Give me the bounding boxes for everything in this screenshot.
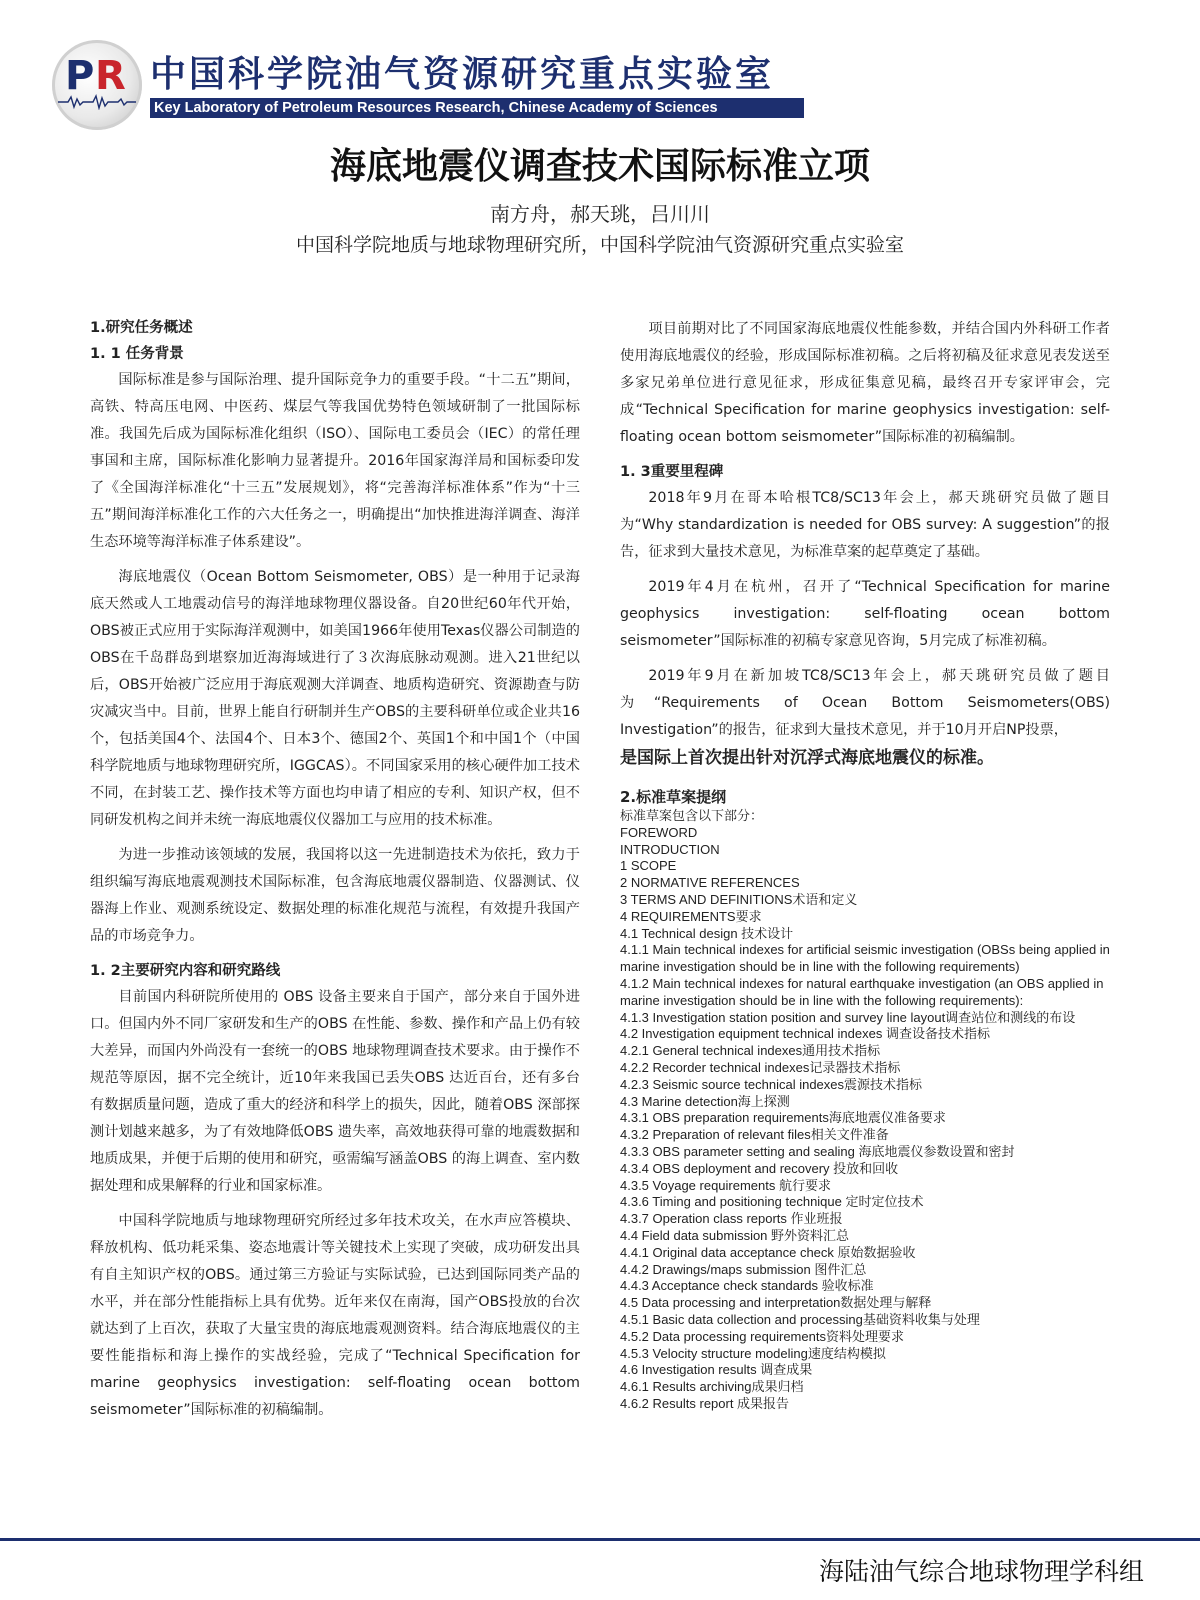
outline-item: 4.6 Investigation results 调查成果 bbox=[620, 1362, 813, 1378]
outline-item: FOREWORD bbox=[620, 824, 698, 840]
section-heading: 1.研究任务概述 bbox=[90, 320, 193, 336]
logo-letter-r: R bbox=[95, 53, 126, 99]
paragraph: 项目前期对比了不同国家海底地震仪性能参数，并结合国内外科研工作者使用海底地震仪的经验，形成国际标准初稿。之后将初稿及征求意见表发送至多家兄弟单位进行意见征求，形成征集意见稿，最终召开专家评审会，完成“Technical Specification for marine geophysics investigation: self-floating ocean bottom seismometer”国际标准的初稿编制。 bbox=[620, 321, 1110, 445]
paragraph: 国际标准是参与国际治理、提升国际竞争力的重要手段。“十二五”期间，高铁、特高压电网、中医药、煤层气等我国优势特色领域研制了一批国际标准。我国先后成为国际标准化组织（ISO）、国际电工委员会（IEC）的常任理事国和主席，国际标准化影响力显著提升。2016年国家海洋局和国标委印发了《全国海洋标准化“十三五”发展规划》，将“完善海洋标准体系”作为“十三五”期间海洋标准化工作的六大任务之一，明确提出“加快推进海洋调查、海洋生态环境等海洋标准子体系建设”。 bbox=[90, 372, 580, 550]
outline-item: 4.4.1 Original data acceptance check 原始数据验收 bbox=[620, 1244, 916, 1260]
subsection-heading: 1. 2主要研究内容和研究路线 bbox=[90, 963, 281, 979]
outline-item: 4.5.1 Basic data collection and processing基础资料收集与处理 bbox=[620, 1311, 980, 1327]
lab-name-en: Key Laboratory of Petroleum Resources Research, Chinese Academy of Sciences bbox=[150, 98, 804, 118]
logo-letter-p: P bbox=[65, 53, 95, 99]
outline-item: 4.6.2 Results report 成果报告 bbox=[620, 1395, 790, 1411]
outline-item: 4.1 Technical design 技术设计 bbox=[620, 925, 794, 941]
left-column bbox=[90, 316, 580, 1432]
outline-item: 4.5.2 Data processing requirements资料处理要求 bbox=[620, 1328, 904, 1344]
outline-item: 4.6.1 Results archiving成果归档 bbox=[620, 1379, 804, 1395]
outline-item: 4.3.5 Voyage requirements 航行要求 bbox=[620, 1177, 831, 1193]
outline-item: 4.4.3 Acceptance check standards 验收标准 bbox=[620, 1278, 874, 1294]
outline-item: 1 SCOPE bbox=[620, 858, 677, 874]
affiliation: 中国科学院地质与地球物理研究所，中国科学院油气资源研究重点实验室 bbox=[295, 234, 904, 256]
subsection-heading: 1. 3重要里程碑 bbox=[620, 464, 724, 480]
outline-item: 4.1.2 Main technical indexes for natural earthquake investigation (an OBS applied in marine investigation should be in line with the following requirements): bbox=[620, 975, 1104, 1008]
page-title: 海底地震仪调查技术国际标准立项 bbox=[329, 146, 870, 187]
outline-item: INTRODUCTION bbox=[620, 841, 720, 857]
outline-item: 3 TERMS AND DEFINITIONS术语和定义 bbox=[620, 891, 858, 907]
lab-logo bbox=[52, 40, 142, 130]
highlight-statement: 是国际上首次提出针对沉浮式海底地震仪的标准。 bbox=[620, 748, 994, 768]
paragraph: 为进一步推动该领域的发展，我国将以这一先进制造技术为依托，致力于组织编写海底地震观测技术国际标准，包含海底地震仪器制造、仪器测试、仪器海上作业、观测系统设定、数据处理的标准化规范与流程，有效提升我国产品的市场竞争力。 bbox=[90, 847, 580, 944]
outline-item: 标准草案包含以下部分： bbox=[620, 808, 764, 823]
outline-item: 4.5.3 Velocity structure modeling速度结构模拟 bbox=[620, 1345, 886, 1361]
outline-item: 4.2.2 Recorder technical indexes记录器技术指标 bbox=[620, 1059, 901, 1075]
subsection-heading: 1. 1 任务背景 bbox=[90, 346, 184, 362]
outline-item: 4.5 Data processing and interpretation数据处理与解释 bbox=[620, 1295, 932, 1311]
footer-group-name: 海陆油气综合地球物理学科组 bbox=[818, 1557, 1144, 1586]
outline-item: 4.1.3 Investigation station position and survey line layout调查站位和测线的布设 bbox=[620, 1009, 1076, 1025]
right-column bbox=[620, 316, 1110, 1413]
header bbox=[52, 40, 812, 132]
outline-item: 4.1.1 Main technical indexes for artificial seismic investigation (OBSs being applied in marine investigation should be in line with the following requirements) bbox=[620, 942, 1110, 975]
outline-item: 4.2.1 General technical indexes通用技术指标 bbox=[620, 1043, 881, 1059]
outline-item: 4.3.6 Timing and positioning technique 定时定位技术 bbox=[620, 1194, 924, 1210]
outline-item: 4.3 Marine detection海上探测 bbox=[620, 1093, 790, 1109]
outline-item: 4.3.7 Operation class reports 作业班报 bbox=[620, 1211, 843, 1227]
seismic-wave-icon bbox=[58, 94, 136, 110]
outline-item: 4.4 Field data submission 野外资料汇总 bbox=[620, 1227, 850, 1243]
outline-item: 4.3.1 OBS preparation requirements海底地震仪准备要求 bbox=[620, 1110, 946, 1126]
outline-item: 2 NORMATIVE REFERENCES bbox=[620, 875, 800, 891]
paragraph: 2019年4月在杭州，召开了“Technical Specification for marine geophysics investigation: self-floating ocean bottom seismometer”国际标准的初稿专家意见咨询，5月完成了标准初稿。 bbox=[620, 579, 1110, 649]
paragraph: 目前国内科研院所使用的 OBS 设备主要来自于国产，部分来自于国外进口。但国内外不同厂家研发和生产的OBS 在性能、参数、操作和产品上仍有较大差异，而国内外尚没有一套统一的OBS 地球物理调查技术要求。由于操作不规范等原因，据不完全统计，近10年来我国已丢失OBS 达近百台，还有多台有数据质量问题，造成了重大的经济和科学上的损失，因此，随着OBS 深部探测计划越来越多，为了有效地降低OBS 遗失率，高效地获得可靠的地震数据和地质成果，并便于后期的使用和研究，亟需编写涵盖OBS 的海上调查、室内数据处理和成果解释的行业和国家标准。 bbox=[90, 989, 580, 1194]
section-heading: 2.标准草案提纲 bbox=[620, 788, 727, 806]
authors: 南方舟，郝天珧，吕川川 bbox=[490, 202, 710, 226]
paragraph: 2019年9月在新加坡TC8/SC13年会上，郝天珧研究员做了题目为“Requirements of Ocean Bottom Seismometers(OBS) Investigation”的报告，征求到大量技术意见，并于10月开启NP投票， bbox=[620, 668, 1110, 738]
lab-name-cn: 中国科学院油气资源研究重点实验室 bbox=[150, 53, 775, 95]
outline-item: 4.3.4 OBS deployment and recovery 投放和回收 bbox=[620, 1160, 899, 1176]
draft-outline-list bbox=[620, 808, 1110, 1413]
outline-item: 4.4.2 Drawings/maps submission 图件汇总 bbox=[620, 1261, 867, 1277]
outline-item: 4.3.3 OBS parameter setting and sealing 海底地震仪参数设置和密封 bbox=[620, 1143, 1015, 1159]
footer-divider bbox=[0, 1538, 1200, 1541]
outline-item: 4.2 Investigation equipment technical indexes 调查设备技术指标 bbox=[620, 1026, 990, 1042]
outline-item: 4.2.3 Seismic source technical indexes震源技术指标 bbox=[620, 1076, 923, 1092]
outline-item: 4 REQUIREMENTS要求 bbox=[620, 908, 762, 924]
paragraph: 2018年9月在哥本哈根TC8/SC13年会上，郝天珧研究员做了题目为“Why standardization is needed for OBS survey: A suggestion”的报告，征求到大量技术意见，为标准草案的起草奠定了基础。 bbox=[620, 490, 1110, 560]
paragraph: 海底地震仪（Ocean Bottom Seismometer, OBS）是一种用于记录海底天然或人工地震动信号的海洋地球物理仪器设备。自20世纪60年代开始，OBS被正式应用于实际海洋观测中，如美国1966年使用Texas仪器公司制造的OBS在千岛群岛到堪察加近海海域进行了３次海底脉动观测。进入21世纪以后，OBS开始被广泛应用于海底观测大洋调查、地质构造研究、资源勘查与防灾减灾当中。目前，世界上能自行研制并生产OBS的主要科研单位或企业共16个，包括美国4个、法国4个、日本3个、德国2个、英国1个和中国1个（中国科学院地质与地球物理研究所，IGGCAS）。不同国家采用的核心硬件加工技术不同，在封装工艺、操作技术等方面也均申请了相应的专利、知识产权，但不同研发机构之间并未统一海底地震仪仪器加工与应用的技术标准。 bbox=[90, 569, 580, 828]
outline-item: 4.3.2 Preparation of relevant files相关文件准备 bbox=[620, 1127, 889, 1143]
paragraph: 中国科学院地质与地球物理研究所经过多年技术攻关，在水声应答模块、释放机构、低功耗采集、姿态地震计等关键技术上实现了突破，成功研发出具有自主知识产权的OBS。通过第三方验证与实际试验，已达到国际同类产品的水平，并在部分性能指标上具有优势。近年来仅在南海，国产OBS投放的台次就达到了上百次，获取了大量宝贵的海底地震观测资料。结合海底地震仪的主要性能指标和海上操作的实战经验，完成了“Technical Specification for marine geophysics investigation: self-floating ocean bottom seismometer”国际标准的初稿编制。 bbox=[90, 1213, 580, 1418]
